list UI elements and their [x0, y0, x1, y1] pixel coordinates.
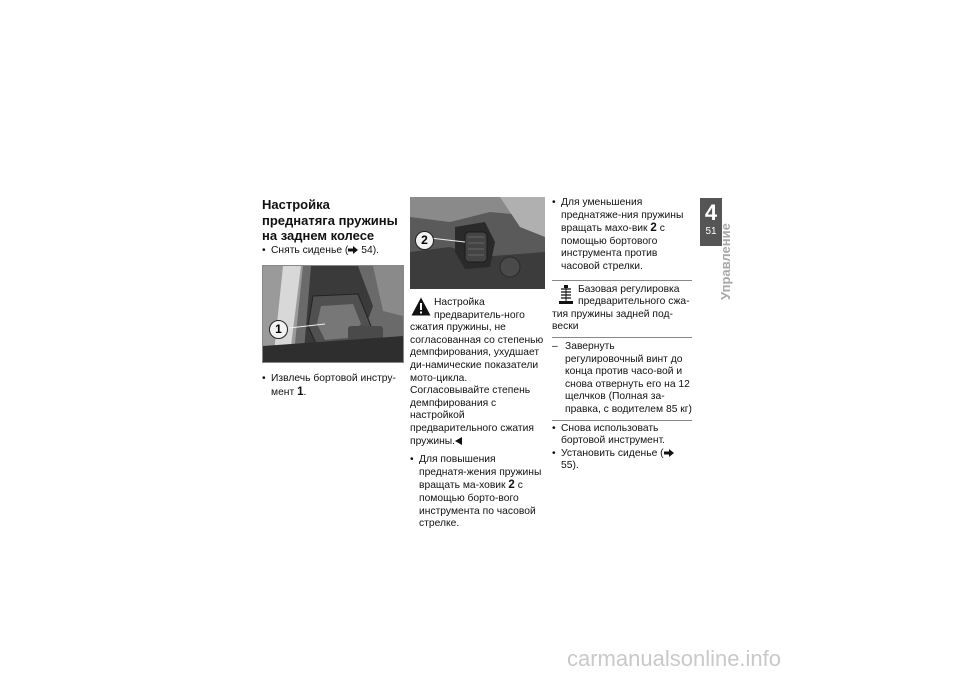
step-increase-preload: • Для повышения преднатя-жения пружины вращать ма-ховик 2 с помощью борто-вого инструмента по часовой стрелке. [410, 454, 542, 530]
dash-icon: – [552, 340, 558, 352]
warning-block [410, 297, 545, 448]
warning-advice: Согласовывайте степень демпфирования с настройкой предварительного сжатия пружины. [410, 385, 534, 447]
bullet-icon: • [262, 373, 266, 385]
step-remove-seat: • Снять сиденье ( 54). [262, 244, 379, 256]
preload-handwheel-photo [410, 197, 545, 289]
section-heading: Настройка преднатяга пружины на заднем колесе [262, 197, 398, 243]
base-setting-box [552, 280, 692, 421]
step-install-seat: • Установить сиденье ( 55). [552, 448, 692, 473]
bullet-icon: • [552, 197, 556, 208]
step-extract-tool: • Извлечь бортовой инстру-мент 1. [262, 373, 396, 398]
callout-1: 1 [269, 320, 288, 339]
page-ref-link[interactable]: 54 [361, 244, 373, 256]
middle-column [410, 197, 545, 531]
step-reuse-tool: • Снова использовать бортовой инструмент. [552, 422, 666, 447]
bullet-icon: • [262, 244, 266, 256]
callout-2: 2 [415, 231, 434, 250]
base-setting-title: Базовая регулировка предварительного сжа-тия пружины задней под-вески [552, 283, 690, 333]
seat-storage-photo [262, 265, 404, 363]
warning-text: Настройка предваритель-ного сжатия пружины, не согласованная со степенью демпфирования, ухудшает ди-намические показатели мото-цикла. [410, 297, 544, 384]
end-marker-icon [455, 437, 462, 445]
bullet-icon: • [410, 454, 414, 466]
page-number: 51 [705, 226, 717, 237]
right-column [552, 197, 692, 473]
base-setting-step: – Завернуть регулировочный винт до конца против часо-вой и снова отвернуть его на 12 щелчков (Полная за-правка, с водителем 85 кг) [552, 340, 692, 415]
watermark: carmanualsonline.info [567, 646, 782, 671]
page-reference-arrow-icon [664, 449, 674, 457]
base-setting-header [552, 284, 692, 338]
bullet-icon: • [552, 422, 556, 434]
bullet-icon: • [552, 447, 556, 459]
spring-adjust-icon [558, 285, 574, 305]
left-column [262, 197, 402, 399]
page-reference-arrow-icon [348, 246, 358, 254]
photo-illustration [263, 266, 403, 362]
warning-triangle-icon [411, 297, 431, 316]
step-decrease-preload: • Для уменьшения преднатяже-ния пружины вращать махо-вик 2 с помощью бортового инструмента против часовой стрелки. [552, 197, 684, 272]
section-title-vertical: Управление [718, 223, 733, 300]
page-ref-link[interactable]: 55 [561, 460, 573, 472]
chapter-number: 4 [704, 200, 718, 225]
